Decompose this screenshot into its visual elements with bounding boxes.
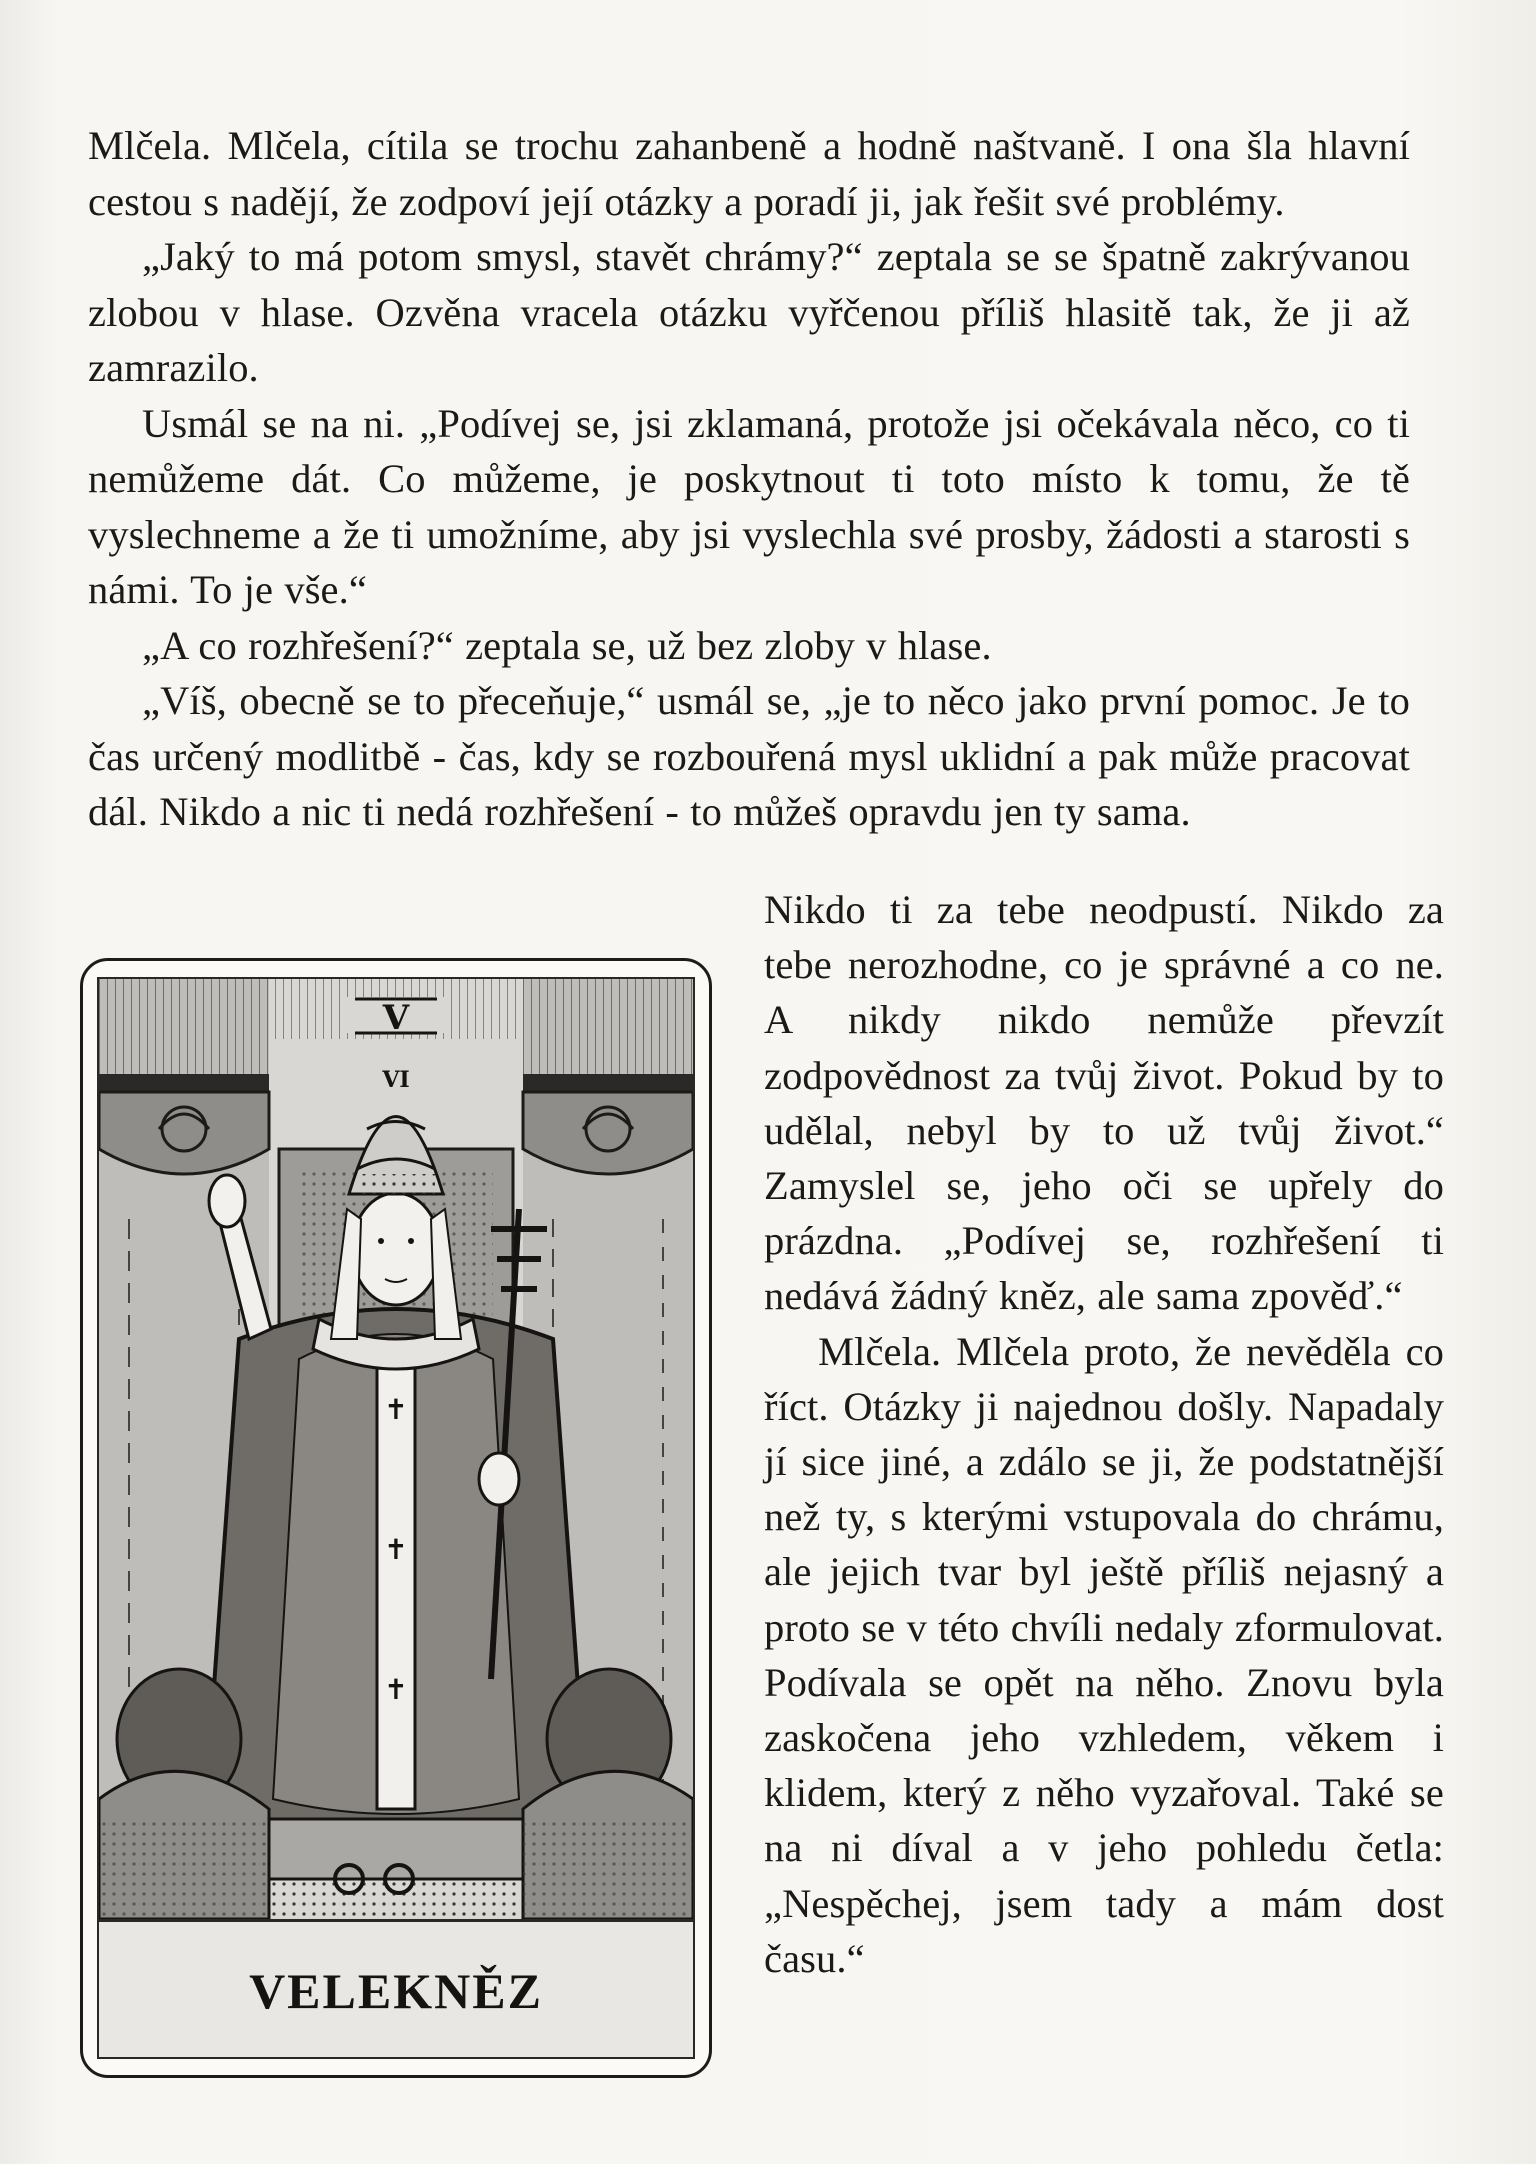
- paragraph-7: Mlčela. Mlčela proto, že nevěděla co říct. Otázky ji najednou došly. Napadaly jí sice jiné, a zdálo se ji, že podstatnější než ty, s kterými vstupovala do chrámu, ale jejich tvar byl ještě příliš nejasný a proto se v této chvíli nedaly zformulovat. Podívala se opět na něho. Znovu byla zaskočena jeho vzhledem, věkem i klidem, který z něho vyzařoval. Také se na ni díval a v jeho pohledu četla: „Nespěchej, jsem tady a mám dost času.“: [764, 1328, 1444, 1981]
- svg-text:✝: ✝: [384, 1393, 408, 1426]
- tarot-card-frame: [97, 977, 695, 2059]
- card-title: VELEKNĚZ: [249, 1963, 543, 2019]
- svg-text:✝: ✝: [384, 1673, 408, 1706]
- tarot-card: [80, 958, 712, 2078]
- paragraph-1: Mlčela. Mlčela, cítila se trochu zahanbeně a hodně naštvaně. I ona šla hlavní cestou s nadějí, že zodpoví její otázky a poradí ji, jak řešit své problémy.: [88, 123, 1410, 224]
- svg-text:✝: ✝: [384, 1533, 408, 1566]
- card-title-bar: [99, 1919, 693, 2059]
- hierophant-illustration-icon: [99, 979, 693, 1919]
- paragraph-3: Usmál se na ni. „Podívej se, jsi zklamaná, protože jsi očekávala něco, co ti nemůžeme dát. Co můžeme, je poskytnout ti toto místo k tomu, že tě vyslechneme a že ti umožníme, aby jsi vyslechla své prosby, žádosti a starosti s námi. To je vše.“: [88, 400, 1410, 612]
- paragraph-2: „Jaký to má potom smysl, stavět chrámy?“ zeptala se se špatně zakrývanou zlobou v hlase. Ozvěna vracela otázku vyřčenou příliš hlasitě tak, že ji až zamrazilo.: [88, 234, 1410, 390]
- side-text-block: [764, 882, 1444, 1986]
- paragraph-6: Nikdo ti za tebe neodpustí. Nikdo za tebe nerozhodne, co je správné a co ne. A nikdy nikdo nemůže převzít zodpovědnost za tvůj život. Pokud by to udělal, nebyl by to už tvůj život.“ Zamyslel se, jeho oči se upřely do prázdna. „Podívej se, rozhřešení ti nedává žádný kněz, ale sama zpověď.“: [764, 887, 1444, 1319]
- svg-text:VI: VI: [382, 1067, 410, 1093]
- card-numeral: V: [382, 998, 410, 1038]
- paragraph-4: „A co rozhřešení?“ zeptala se, už bez zloby v hlase.: [142, 622, 992, 668]
- top-text-block: [88, 118, 1410, 840]
- paragraph-5: „Víš, obecně se to přeceňuje,“ usmál se, „je to něco jako první pomoc. Je to čas určený modlitbě - čas, kdy se rozbouřená mysl uklidní a pak může pracovat dál. Nikdo a nic ti nedá rozhřešení - to můžeš opravdu jen ty sama.: [88, 678, 1410, 834]
